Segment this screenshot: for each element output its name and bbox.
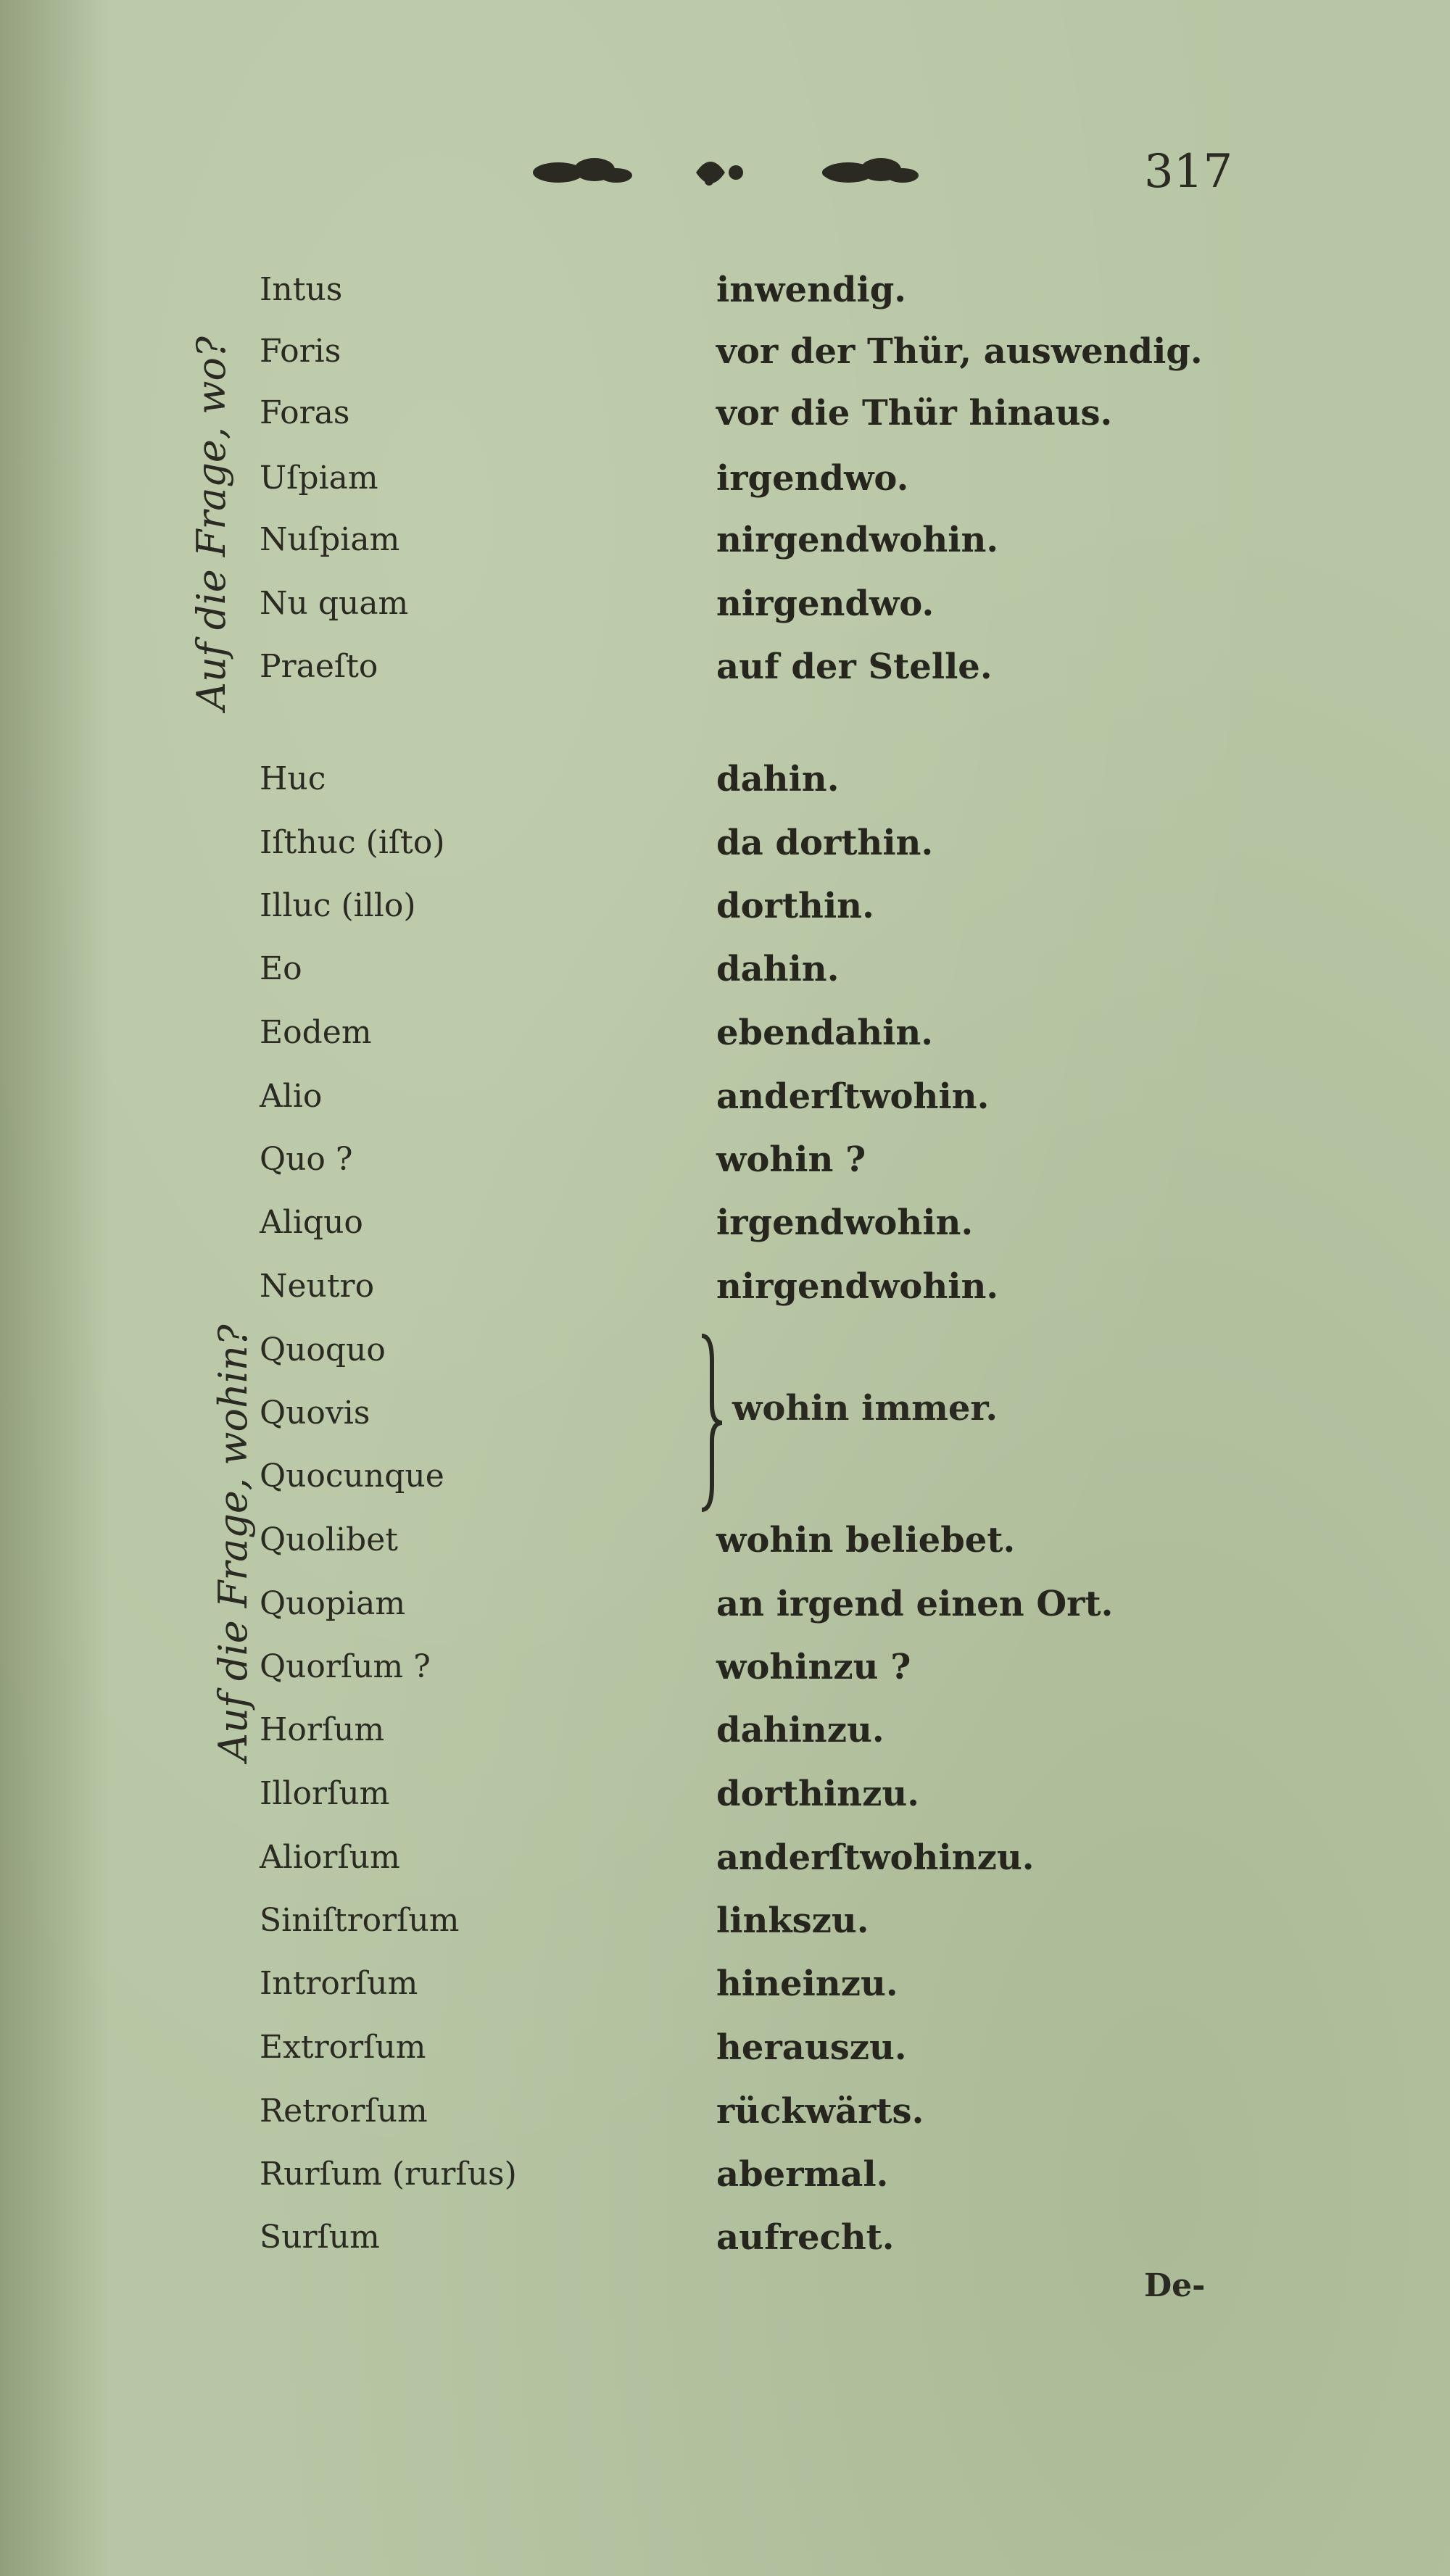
- german-gloss: da dorthin.: [716, 823, 934, 863]
- german-gloss: vor der Thür, auswendig.: [716, 331, 1203, 372]
- entry-row: [0, 578, 1450, 629]
- latin-term: Foris: [260, 333, 341, 370]
- side-label-where: Auf die Frage, wo?: [188, 336, 234, 710]
- latin-term: Illorſum: [260, 1775, 390, 1812]
- entry-row: [0, 881, 1450, 931]
- brace-group-gloss: wohin immer.: [732, 1388, 998, 1429]
- entry-row: [0, 1134, 1450, 1185]
- german-gloss: rückwärts.: [716, 2091, 924, 2132]
- entry-row: [0, 1958, 1450, 2009]
- latin-term: Neutro: [260, 1268, 375, 1305]
- entry-row: [0, 2149, 1450, 2200]
- latin-term: Aliquo: [260, 1204, 363, 1241]
- german-gloss: dahinzu.: [716, 1710, 884, 1750]
- german-gloss: anderſtwohinzu.: [716, 1837, 1035, 1878]
- latin-term: Praeſto: [260, 648, 378, 685]
- entry-row: [0, 2086, 1450, 2137]
- entry-row: [0, 1007, 1450, 1058]
- german-gloss: dahin.: [716, 759, 840, 799]
- latin-term: Quocunque: [260, 1458, 444, 1495]
- german-gloss: wohin ?: [716, 1139, 866, 1180]
- german-gloss: nirgendwo.: [716, 583, 935, 624]
- german-gloss: inwendig.: [716, 270, 906, 310]
- entry-row: [0, 1451, 1450, 1502]
- german-gloss: aufrecht.: [716, 2217, 895, 2258]
- latin-term: Quovis: [260, 1395, 370, 1432]
- entry-row: [0, 453, 1450, 504]
- latin-term: Quoquo: [260, 1331, 386, 1368]
- latin-term: Huc: [260, 760, 326, 797]
- german-gloss: wohinzu ?: [716, 1647, 911, 1687]
- german-gloss: vor die Thür hinaus.: [716, 393, 1113, 433]
- german-gloss: an irgend einen Ort.: [716, 1584, 1114, 1624]
- entry-row: [0, 1388, 1450, 1439]
- entry-row: [0, 944, 1450, 994]
- entry-row: [0, 1515, 1450, 1566]
- latin-term: Quopiam: [260, 1585, 406, 1622]
- page-number: 317: [1144, 145, 1233, 199]
- entry-row: [0, 1705, 1450, 1756]
- entry-row: [0, 1261, 1450, 1312]
- entry-row: [0, 1895, 1450, 1946]
- entry-row: [0, 2212, 1450, 2263]
- entry-row: [0, 1642, 1450, 1692]
- latin-term: Uſpiam: [260, 460, 378, 496]
- german-gloss: hineinzu.: [716, 1964, 898, 2004]
- latin-term: Quolibet: [260, 1521, 398, 1558]
- german-gloss: dahin.: [716, 949, 840, 989]
- latin-term: Quorſum ?: [260, 1648, 431, 1685]
- entry-row: [0, 1197, 1450, 1248]
- latin-term: Eodem: [260, 1014, 372, 1051]
- entry-row: [0, 2022, 1450, 2073]
- german-gloss: wohin beliebet.: [716, 1520, 1016, 1561]
- german-gloss: irgendwo.: [716, 458, 909, 499]
- german-gloss: dorthinzu.: [716, 1774, 919, 1814]
- german-gloss: herauszu.: [716, 2027, 907, 2068]
- german-gloss: auf der Stelle.: [716, 647, 993, 687]
- german-gloss: irgendwohin.: [716, 1202, 974, 1243]
- german-gloss: nirgendwohin.: [716, 1266, 999, 1307]
- entry-row: [0, 326, 1450, 377]
- latin-term: Nuſpiam: [260, 521, 400, 558]
- german-gloss: nirgendwohin.: [716, 520, 999, 560]
- entry-row: [0, 388, 1450, 439]
- latin-term: Eo: [260, 950, 302, 987]
- catchword: De-: [1144, 2267, 1206, 2304]
- entry-row: [0, 1071, 1450, 1122]
- entry-row: [0, 1325, 1450, 1376]
- entry-row: [0, 265, 1450, 315]
- latin-term: Iſthuc (iſto): [260, 824, 445, 861]
- latin-term: Rurſum (rurſus): [260, 2156, 517, 2193]
- entry-row: [0, 515, 1450, 565]
- latin-term: Aliorſum: [260, 1839, 400, 1876]
- latin-term: Intus: [260, 271, 343, 308]
- latin-term: Alio: [260, 1078, 323, 1115]
- latin-term: Quo ?: [260, 1141, 353, 1178]
- german-gloss: ebendahin.: [716, 1013, 933, 1053]
- entry-row: [0, 754, 1450, 805]
- side-label-whither: Auf die Frage, wohin?: [210, 1324, 256, 1761]
- grouping-brace: [696, 1332, 725, 1513]
- latin-term: Siniſtrorſum: [260, 1902, 460, 1939]
- german-gloss: linkszu.: [716, 1900, 869, 1941]
- latin-term: Foras: [260, 394, 350, 431]
- entry-row: [0, 1832, 1450, 1883]
- latin-term: Extrorſum: [260, 2029, 426, 2066]
- latin-term: Retrorſum: [260, 2093, 428, 2130]
- latin-term: Illuc (illo): [260, 887, 416, 924]
- german-gloss: dorthin.: [716, 886, 874, 926]
- latin-term: Surſum: [260, 2219, 380, 2256]
- entry-row: [0, 641, 1450, 692]
- entry-row: [0, 1579, 1450, 1629]
- german-gloss: abermal.: [716, 2154, 889, 2195]
- latin-term: Horſum: [260, 1711, 385, 1748]
- entry-row: [0, 1769, 1450, 1819]
- german-gloss: anderſtwohin.: [716, 1076, 990, 1117]
- latin-term: Nu quam: [260, 585, 409, 622]
- latin-term: Introrſum: [260, 1965, 418, 2002]
- entry-row: [0, 818, 1450, 868]
